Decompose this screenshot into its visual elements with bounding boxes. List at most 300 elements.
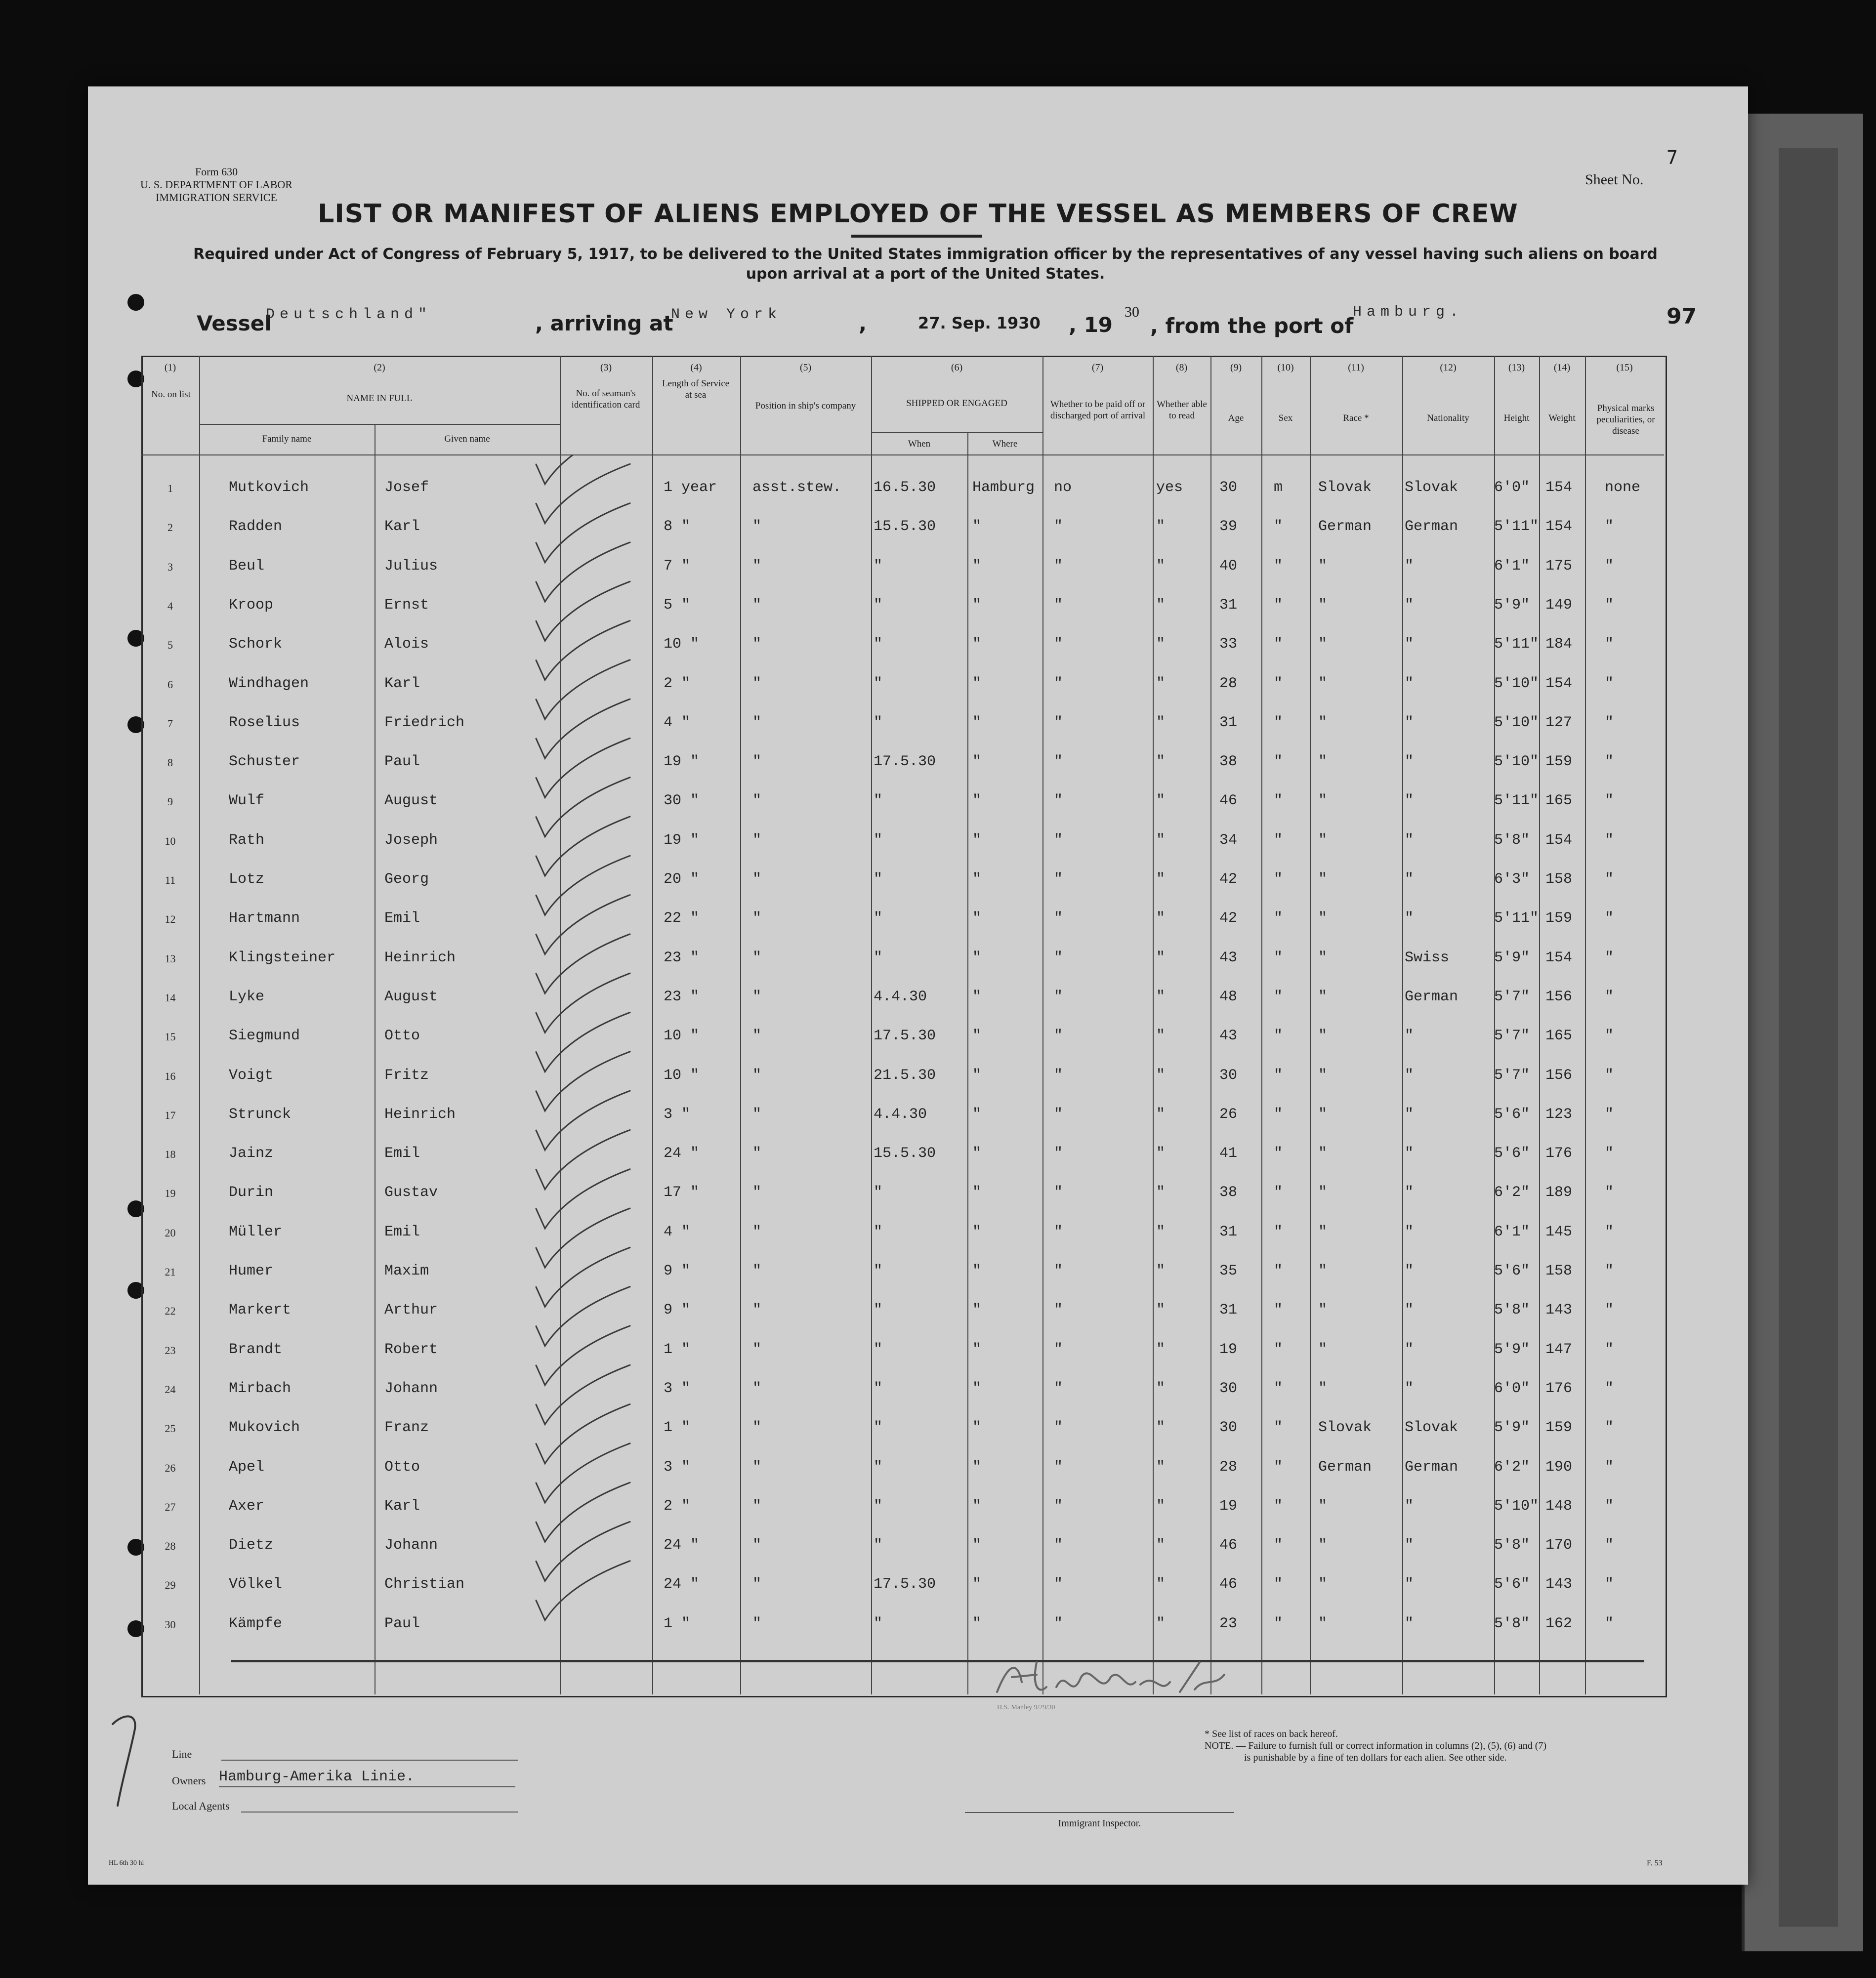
cell-weight: 176 [1545,1145,1573,1162]
col-num-2: (2) [374,362,385,373]
cell-nat: " [1405,1537,1414,1554]
cell-given: Arthur [384,1302,438,1319]
page-subtitle: Required under Act of Congress of February 5, 1917, to be delivered to the United States immigration officer by the representatives of any vessel having such aliens on board upon arrival at a port of the United States. [193,246,1658,283]
cell-family: Siegmund [229,1028,300,1045]
cell-height: 5'10" [1494,753,1539,771]
cell-height: 5'7" [1494,1028,1530,1045]
header-height: Height [1503,413,1530,423]
cell-height: 5'10" [1494,1497,1539,1515]
cell-age: 43 [1219,1028,1238,1045]
cell-given: Heinrich [384,949,456,966]
cell-weight: 156 [1545,988,1573,1005]
cell-family: Markert [229,1302,292,1319]
cell-family: Dietz [229,1537,274,1554]
cell-read: " [1156,910,1166,927]
cell-marks: " [1605,557,1614,575]
cell-height: 5'9" [1494,1341,1530,1358]
immigrant-inspector-label: Immigrant Inspector. [1058,1818,1141,1829]
cell-age: 43 [1219,949,1238,966]
cell-no: 10 [165,834,176,847]
cell-no: 5 [167,639,173,652]
cell-height: 5'11" [1494,636,1539,653]
cell-race: Slovak [1318,479,1372,496]
col-num-13: (13) [1508,362,1525,373]
cell-height: 5'11" [1494,792,1539,810]
cell-age: 30 [1219,1419,1238,1437]
cell-given: Georg [384,871,429,888]
cell-sex: " [1274,1106,1283,1123]
col-num-10: (10) [1277,362,1294,373]
col-num-7: (7) [1091,362,1104,373]
year-prefix: , 19 [1069,313,1113,337]
cell-no: 30 [165,1618,176,1631]
cell-service: 4 " [664,1223,691,1240]
cell-weight: 190 [1545,1458,1573,1476]
col-num-5: (5) [799,362,812,373]
cell-service: 10 " [664,636,700,653]
cell-service: 2 " [664,675,691,692]
cell-given: Robert [384,1341,438,1358]
cell-nat: " [1405,1497,1414,1515]
check-mark-icon [536,1130,630,1189]
cell-age: 41 [1219,1145,1238,1162]
cell-family: Klingsteiner [229,949,336,966]
cell-marks: " [1605,596,1614,614]
cell-height: 5'6" [1494,1263,1530,1279]
cell-age: 26 [1219,1106,1238,1123]
cell-age: 48 [1219,988,1238,1005]
cell-marks: " [1605,1458,1614,1476]
cell-position: " [752,557,762,575]
check-mark-icon [536,1169,630,1229]
cell-race: " [1318,1497,1328,1515]
cell-service: 10 " [664,1067,700,1084]
cell-paid: " [1054,1263,1063,1279]
cell-family: Brandt [229,1341,283,1358]
cell-where: " [972,1419,982,1437]
cell-when: " [874,831,883,849]
cell-sex: " [1274,792,1283,810]
cell-sex: " [1274,988,1283,1005]
cell-weight: 127 [1545,714,1573,731]
cell-height: 6'3" [1494,871,1530,888]
cell-position: " [752,988,762,1005]
cell-where: " [972,831,982,849]
cell-age: 31 [1219,714,1238,731]
date-stamp: 27. Sep. 1930 [918,314,1041,332]
cell-sex: " [1274,1380,1283,1397]
header-physical-marks: Physical marks peculiarities, or disease [1596,403,1655,436]
cell-paid: " [1054,1419,1063,1437]
cell-race: " [1318,1576,1328,1593]
column-divider [1261,356,1262,1694]
cell-weight: 143 [1545,1302,1573,1319]
cell-family: Jainz [229,1145,274,1162]
race-note: * See list of races on back hereof. [1205,1729,1338,1739]
cell-when: " [874,1341,883,1358]
cell-sex: " [1274,1576,1283,1593]
cell-when: " [874,636,883,653]
cell-where: " [972,1576,982,1593]
cell-paid: " [1054,1380,1063,1397]
cell-service: 8 " [664,518,691,536]
cell-marks: " [1605,1067,1614,1084]
cell-age: 40 [1219,557,1238,575]
cell-age: 19 [1219,1341,1238,1358]
handwritten-page-mark [108,1709,147,1808]
cell-family: Roselius [229,714,300,731]
cell-no: 7 [167,717,173,730]
cell-given: Emil [384,1145,420,1162]
cell-paid: " [1054,636,1063,653]
cell-race: " [1318,1615,1328,1632]
cell-read: " [1156,949,1166,966]
cell-age: 38 [1219,753,1238,771]
cell-no: 1 [167,482,173,494]
cell-nat: German [1405,518,1459,536]
cell-sex: " [1274,714,1283,731]
cell-read: " [1156,1263,1166,1279]
cell-no: 18 [165,1148,176,1161]
cell-family: Müller [229,1223,283,1240]
cell-weight: 175 [1545,557,1573,575]
cell-nat: " [1405,1576,1414,1593]
cell-service: 30 " [664,792,700,810]
cell-read: " [1156,1615,1166,1632]
cell-paid: " [1054,1028,1063,1045]
cell-marks: " [1605,1537,1614,1554]
check-mark-icon [536,738,630,797]
cell-race: " [1318,1341,1328,1358]
cell-where: " [972,1067,982,1084]
cell-race: " [1318,596,1328,614]
subheader-given-name: Given name [444,434,490,444]
cell-read: " [1156,557,1166,575]
cell-weight: 158 [1545,1263,1573,1279]
cell-where: " [972,1380,982,1397]
cell-service: 1 " [664,1615,691,1632]
cell-family: Mirbach [229,1380,292,1397]
cell-nat: German [1405,1458,1459,1476]
cell-where: " [972,557,982,575]
comma-separator: , [859,311,867,335]
cell-where: " [972,753,982,771]
column-divider [1585,356,1586,1694]
check-mark-icon [536,660,630,719]
cell-service: 10 " [664,1028,700,1045]
cell-position: " [752,1615,762,1632]
cell-marks: " [1605,1380,1614,1397]
cell-service: 20 " [664,871,700,888]
col-num-3: (3) [600,362,612,373]
cell-service: 24 " [664,1576,700,1593]
cell-when: 17.5.30 [874,1028,936,1045]
column-divider [1539,356,1540,1694]
cell-family: Kämpfe [229,1615,283,1632]
cell-weight: 159 [1545,1419,1573,1437]
cell-marks: " [1605,675,1614,692]
col-num-11: (11) [1348,362,1364,373]
cell-sex: " [1274,871,1283,888]
cell-no: 4 [167,599,173,612]
local-agents-label: Local Agents [172,1800,230,1812]
cell-height: 5'8" [1494,831,1530,849]
cell-paid: " [1054,1576,1063,1593]
cell-weight: 154 [1545,675,1573,692]
cell-where: " [972,1223,982,1240]
cell-when: " [874,1537,883,1554]
cell-nat: " [1405,1302,1414,1319]
cell-when: " [874,871,883,888]
cell-marks: " [1605,1223,1614,1240]
cell-nat: " [1405,675,1414,692]
cell-read: " [1156,596,1166,614]
header-age: Age [1228,413,1244,423]
cell-weight: 165 [1545,792,1573,810]
cell-when: " [874,1380,883,1397]
cell-position: " [752,1576,762,1593]
cell-no: 6 [167,678,173,691]
header-nationality: Nationality [1427,413,1469,423]
header-bottom-line [141,454,1664,455]
cell-given: Franz [384,1419,429,1437]
cell-no: 24 [165,1383,176,1396]
cell-height: 6'0" [1494,1380,1530,1397]
manifest-sheet [88,86,1748,1885]
cell-given: Ernst [384,596,429,614]
cell-position: " [752,1537,762,1554]
cell-where: " [972,675,982,692]
cell-nat: " [1405,636,1414,653]
cell-family: Lyke [229,988,265,1005]
cell-given: Otto [384,1028,420,1045]
cell-weight: 149 [1545,596,1573,614]
agents-underline [241,1812,518,1813]
cell-weight: 184 [1545,636,1573,653]
check-mark-icon [536,1013,630,1072]
cell-no: 2 [167,521,173,534]
cell-marks: " [1605,518,1614,536]
column-divider [1310,356,1311,1694]
cell-when: 4.4.30 [874,1106,927,1123]
cell-race: " [1318,1067,1328,1084]
page-number: 97 [1667,304,1697,329]
cell-age: 35 [1219,1263,1238,1279]
cell-nat: " [1405,1106,1414,1123]
cell-nat: " [1405,792,1414,810]
cell-given: Josef [384,479,429,496]
signature-text: H.S. Manley 9/29/30 [997,1704,1055,1711]
cell-when: " [874,1184,883,1201]
cell-nat: Slovak [1405,1419,1459,1437]
cell-given: August [384,988,438,1005]
cell-race: " [1318,557,1328,575]
cell-position: " [752,1302,762,1319]
cell-nat: Slovak [1405,479,1459,496]
column-divider [1494,356,1495,1694]
cell-height: 5'7" [1494,988,1530,1005]
cell-marks: " [1605,753,1614,771]
cell-marks: " [1605,831,1614,849]
header-weight: Weight [1548,413,1576,423]
column-divider [1210,356,1211,1694]
cell-position: " [752,1497,762,1515]
cell-sex: " [1274,1615,1283,1632]
cell-when: " [874,910,883,927]
cell-read: " [1156,1184,1166,1201]
cell-age: 42 [1219,910,1238,927]
cell-marks: " [1605,1302,1614,1319]
cell-read: " [1156,1341,1166,1358]
cell-family: Mutkovich [229,479,309,496]
cell-when: " [874,1458,883,1476]
cell-race: German [1318,1458,1372,1476]
cell-sex: " [1274,1497,1283,1515]
cell-marks: " [1605,871,1614,888]
cell-age: 28 [1219,675,1238,692]
cell-position: " [752,831,762,849]
cell-nat: " [1405,1145,1414,1162]
cell-nat: " [1405,1028,1414,1045]
cell-no: 12 [165,913,176,926]
cell-nat: " [1405,1223,1414,1240]
header-shipped-engaged: SHIPPED OR ENGAGED [906,398,1007,409]
col-num-1: (1) [164,362,176,373]
cell-nat: " [1405,1184,1414,1201]
cell-sex: " [1274,1184,1283,1201]
cell-race: German [1318,518,1372,536]
cell-paid: " [1054,792,1063,810]
cell-when: " [874,1263,883,1279]
cell-when: 4.4.30 [874,988,927,1005]
cell-weight: 176 [1545,1380,1573,1397]
check-mark-icon [536,464,630,523]
cell-no: 15 [165,1030,176,1043]
check-mark-icon [536,1326,630,1385]
cell-marks: " [1605,910,1614,927]
cell-paid: " [1054,714,1063,731]
cell-no: 17 [165,1109,176,1121]
cell-nat: " [1405,1067,1414,1084]
cell-height: 5'6" [1494,1145,1530,1162]
cell-marks: " [1605,949,1614,966]
print-code: HL 6th 30 hl [109,1859,144,1867]
check-mark-icon [536,1247,630,1307]
cell-service: 19 " [664,831,700,849]
cell-when: " [874,714,883,731]
cell-when: " [874,596,883,614]
cell-where: " [972,1497,982,1515]
cell-age: 42 [1219,871,1238,888]
cell-service: 9 " [664,1302,691,1319]
cell-read: " [1156,1419,1166,1437]
cell-marks: " [1605,1576,1614,1593]
cell-race: " [1318,1145,1328,1162]
cell-race: " [1318,831,1328,849]
check-mark-icon [536,1208,630,1268]
cell-position: " [752,636,762,653]
check-mark-icon [536,1522,630,1581]
cell-nat: " [1405,1341,1414,1358]
cell-when: " [874,792,883,810]
name-subheader-line [199,424,560,425]
cell-when: " [874,1419,883,1437]
cell-weight: 156 [1545,1067,1573,1084]
cell-age: 30 [1219,1067,1238,1084]
cell-position: " [752,675,762,692]
cell-race: " [1318,714,1328,731]
col-num-4: (4) [690,362,702,373]
cell-service: 3 " [664,1106,691,1123]
cell-position: " [752,1223,762,1240]
cell-service: 23 " [664,949,700,966]
cell-given: Heinrich [384,1106,456,1123]
cell-service: 1 " [664,1341,691,1358]
check-mark-icon [536,1052,630,1111]
cell-read: yes [1156,479,1183,496]
cell-when: 16.5.30 [874,479,936,496]
cell-paid: " [1054,675,1063,692]
cell-paid: " [1054,1341,1063,1358]
cell-marks: " [1605,792,1614,810]
cell-family: Schork [229,636,283,653]
manifest-footer [88,1694,1748,1882]
cell-family: Apel [229,1458,265,1476]
cell-weight: 162 [1545,1615,1573,1632]
cell-family: Durin [229,1184,274,1201]
cell-no: 20 [165,1226,176,1239]
cell-given: Gustav [384,1184,438,1201]
cell-nat: " [1405,831,1414,849]
cell-read: " [1156,831,1166,849]
cell-sex: m [1274,479,1283,496]
cell-family: Voigt [229,1067,274,1084]
subheader-when: When [908,439,931,449]
cell-height: 5'10" [1494,675,1539,692]
service-name: IMMIGRATION SERVICE [156,191,277,204]
cell-sex: " [1274,949,1283,966]
header-able-to-read: Whether able to read [1157,399,1207,421]
cell-weight: 158 [1545,871,1573,888]
cell-race: " [1318,988,1328,1005]
cell-where: " [972,1145,982,1162]
cell-marks: " [1605,1184,1614,1201]
cell-given: Emil [384,910,420,927]
cell-marks: " [1605,1341,1614,1358]
cell-position: " [752,518,762,536]
cell-age: 39 [1219,518,1238,536]
binder-hole [127,294,144,311]
cell-read: " [1156,753,1166,771]
cell-given: Fritz [384,1067,429,1084]
cell-sex: " [1274,1263,1283,1279]
cell-weight: 154 [1545,479,1573,496]
cell-height: 6'1" [1494,557,1530,575]
cell-when: 15.5.30 [874,518,936,536]
cell-weight: 145 [1545,1223,1573,1240]
sheet-number-value: 7 [1667,147,1678,168]
cell-weight: 165 [1545,1028,1573,1045]
cell-nat: " [1405,596,1414,614]
cell-service: 3 " [664,1458,691,1476]
header-sex: Sex [1278,413,1293,423]
line-underline [221,1760,518,1761]
cell-height: 6'2" [1494,1184,1530,1201]
cell-service: 1 year [664,479,717,496]
cell-race: Slovak [1318,1419,1372,1437]
cell-sex: " [1274,596,1283,614]
cell-weight: 148 [1545,1497,1573,1515]
